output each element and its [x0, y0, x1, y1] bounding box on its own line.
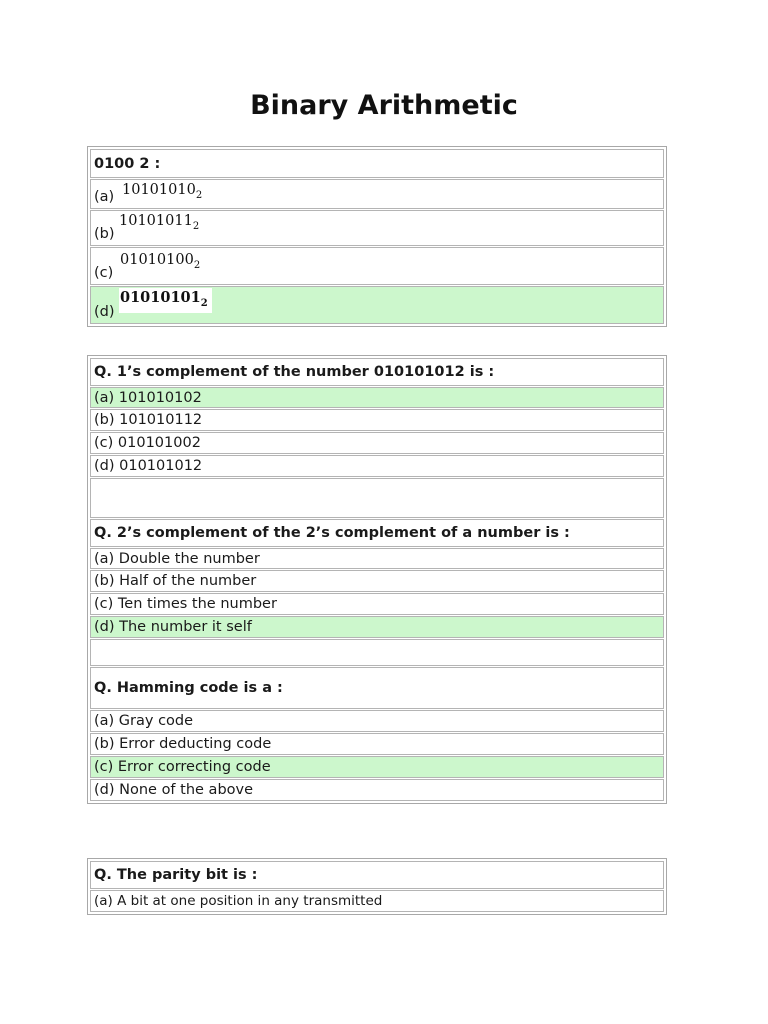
question-block-1: [87, 146, 667, 327]
option-b[interactable]: (b) 101010112: [90, 409, 664, 431]
option-c[interactable]: (c) 010101002: [90, 432, 664, 454]
spacer-row: [90, 478, 664, 518]
option-a[interactable]: [90, 179, 664, 209]
option-value: $01010100_2$: [120, 252, 201, 271]
option-d[interactable]: (d) 010101012: [90, 455, 664, 477]
option-d-correct[interactable]: (d) The number it self: [90, 616, 664, 638]
option-value: $10101011_2$: [119, 213, 200, 232]
option-c[interactable]: (c) Ten times the number: [90, 593, 664, 615]
option-c-correct[interactable]: (c) Error correcting code: [90, 756, 664, 778]
option-a[interactable]: (a) Gray code: [90, 710, 664, 732]
option-value: $01010101_2$: [119, 288, 212, 313]
option-label: (d): [94, 304, 115, 320]
option-label: (a): [94, 189, 115, 205]
option-b[interactable]: [90, 210, 664, 246]
option-d[interactable]: (d) None of the above: [90, 779, 664, 801]
question-text: 0100 2 :: [90, 149, 664, 178]
option-label: (b): [94, 226, 115, 242]
question-text: Q. Hamming code is a :: [90, 667, 664, 709]
option-a-correct[interactable]: (a) 101010102: [90, 387, 664, 408]
question-text: Q. 1’s complement of the number 010101012 is :: [90, 358, 664, 386]
option-c[interactable]: [90, 247, 664, 285]
question-text: Q. 2’s complement of the 2’s complement of a number is :: [90, 519, 664, 547]
spacer-row: [90, 639, 664, 666]
option-b[interactable]: (b) Half of the number: [90, 570, 664, 592]
question-block-3: [87, 858, 667, 915]
question-text: Q. The parity bit is :: [90, 861, 664, 889]
option-label: (c): [94, 265, 114, 281]
option-d-correct[interactable]: [90, 286, 664, 324]
option-value: $10101010_2$: [122, 182, 203, 201]
page-title: Binary Arithmetic: [250, 90, 518, 121]
option-b[interactable]: (b) Error deducting code: [90, 733, 664, 755]
question-block-2: [87, 355, 667, 804]
option-a[interactable]: (a) A bit at one position in any transmitted: [90, 890, 664, 912]
option-a[interactable]: (a) Double the number: [90, 548, 664, 569]
